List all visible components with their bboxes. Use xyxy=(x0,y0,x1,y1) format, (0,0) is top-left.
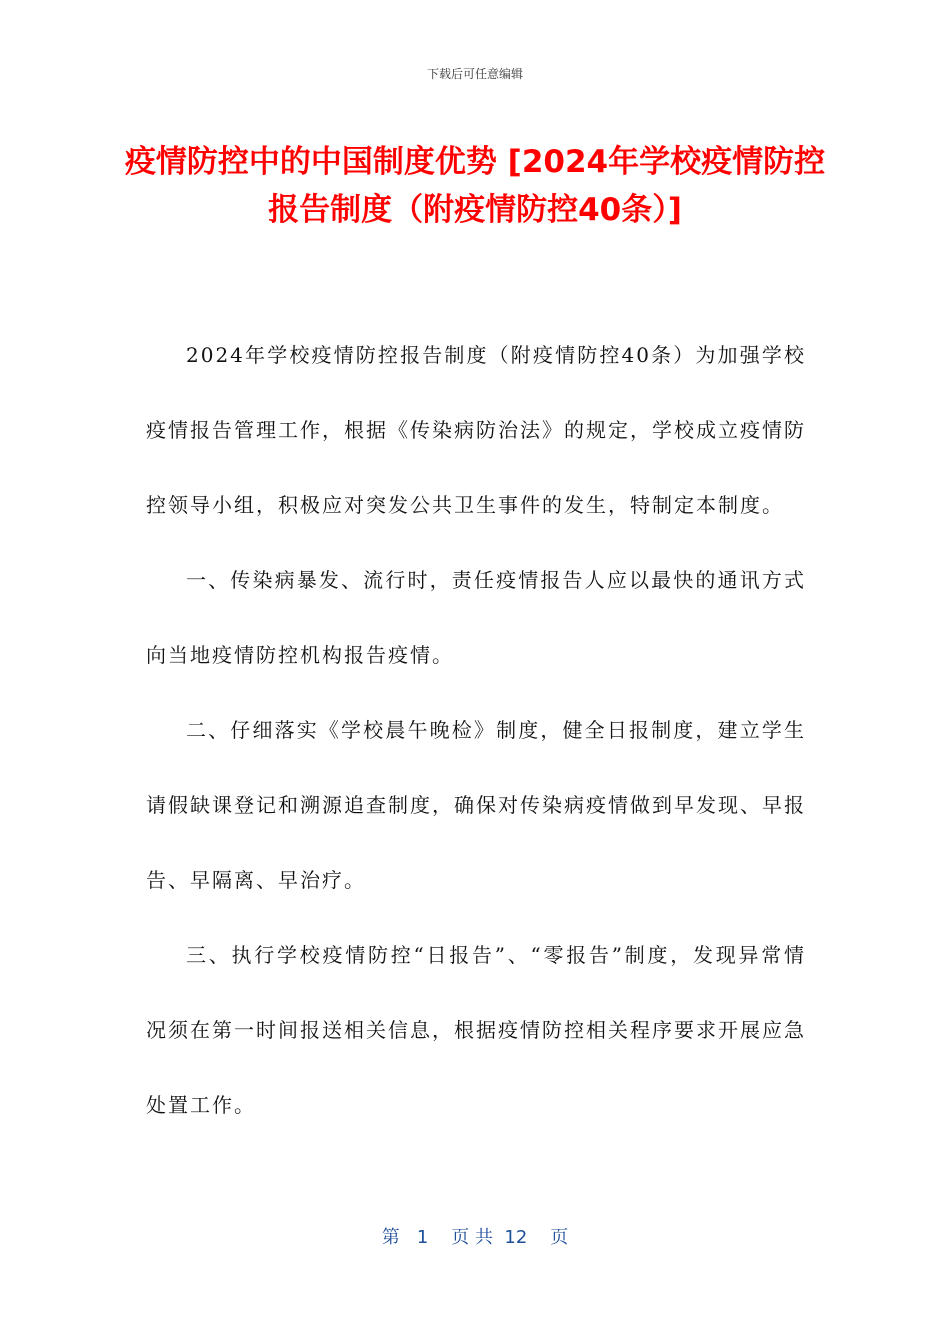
paragraph-item-1: 一、传染病暴发、流行时，责任疫情报告人应以最快的通讯方式向当地疫情防控机构报告疫情。 xyxy=(146,568,806,667)
document-title: 疫情防控中的中国制度优势 [2024年学校疫情防控报告制度（附疫情防控40条）] xyxy=(124,144,826,228)
document-body xyxy=(146,318,806,1143)
paragraph-item-2: 二、仔细落实《学校晨午晚检》制度，健全日报制度，建立学生请假缺课登记和溯源追查制度，确保对传染病疫情做到早发现、早报告、早隔离、早治疗。 xyxy=(146,718,806,892)
paragraph-item-3: 三、执行学校疫情防控“日报告”、“零报告”制度，发现异常情况须在第一时间报送相关信息，根据疫情防控相关程序要求开展应急处置工作。 xyxy=(146,943,806,1117)
header-note: 下载后可任意编辑 xyxy=(426,67,523,81)
page-footer-pagination: 第 1 页 共 12 页 xyxy=(381,1227,569,1248)
paragraph-intro: 2024年学校疫情防控报告制度（附疫情防控40条）为加强学校疫情报告管理工作，根据《传染病防治法》的规定，学校成立疫情防控领导小组，积极应对突发公共卫生事件的发生，特制定本制度。 xyxy=(146,343,806,517)
